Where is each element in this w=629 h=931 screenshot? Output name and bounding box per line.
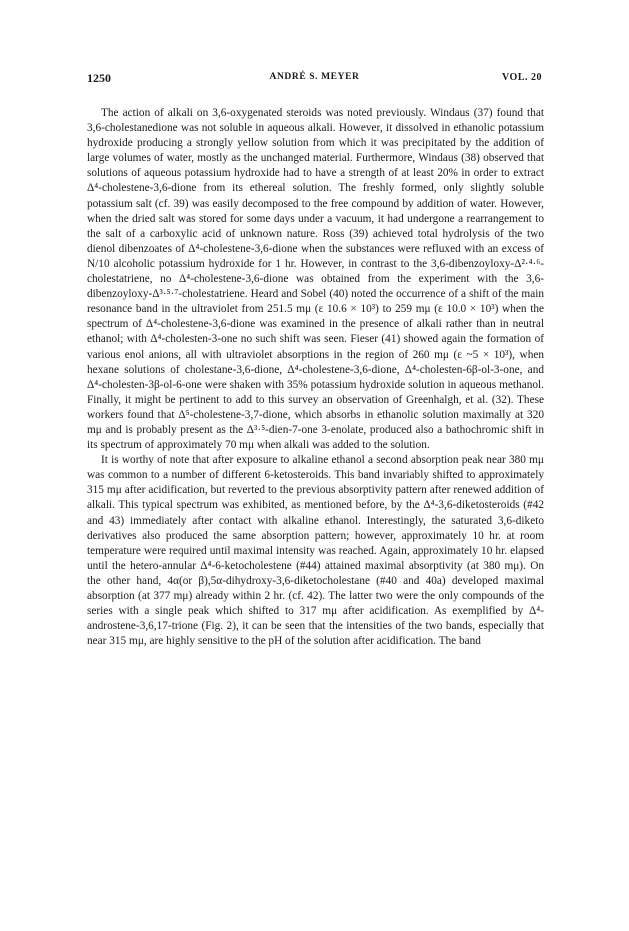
volume-label: VOL. 20 — [502, 72, 542, 83]
paragraph-1: The action of alkali on 3,6-oxygenated steroids was noted previously. Windaus (37) found that 3,6-cholestanedione was not soluble in aqueous alkali. However, it dissolved in ethanolic potassium hydroxide producing a strongly yellow solution from which it was precipitated by the addition of large volumes of water, mostly as the unchanged material. Furthermore, Windaus (38) observed that solutions of aqueous potassium hydroxide had to have a strength of at least 20% in order to extract Δ⁴-cholestene-3,6-dione from its ethereal solution. The freshly formed, only slightly soluble potassium salt (cf. 39) was easily decomposed to the free compound by addition of water. However, when the dried salt was stored for some days under a vacuum, it had undergone a rearrangement to the salt of a carboxylic acid of unknown nature. Ross (39) achieved total hydrolysis of the two dienol dibenzoates of Δ⁴-cholestene-3,6-dione when the substances were refluxed with an excess of N/10 alcoholic potassium hydroxide for 1 hr. However, in contrast to the 3,6-dibenzoyloxy-Δ²·⁴·⁶-cholestatriene, no Δ⁴-cholestene-3,6-dione was obtained from the experiment with the 3,6-dibenzoyloxy-Δ³·⁵·⁷-cholestatriene. Heard and Sobel (40) noted the occurrence of a shift of the main resonance band in the ultraviolet from 251.5 mμ (ε 10.6 × 10³) to 259 mμ (ε 10.0 × 10³) when the spectrum of Δ⁴-cholestene-3,6-dione was examined in the presence of alkali rather than in neutral ethanol; with Δ⁴-cholesten-3-one no such shift was seen. Fieser (41) showed again the formation of various enol anions, all with ultraviolet absorptions in the region of 260 mμ (ε ~5 × 10³), when hexane solutions of cholestane-3,6-dione, Δ⁴-cholestene-3,6-dione, Δ⁴-cholesten-6β-ol-3-one, and Δ⁴-cholesten-3β-ol-6-one were shaken with 35% potassium hydroxide solution in aqueous methanol. Finally, it might be pertinent to add to this survey an observation of Greenhalgh, et al. (32). These workers found that Δ⁵-cholestene-3,7-dione, which absorbs in ethanolic solution maximally at 320 mμ and is probably present as the Δ³·⁵-dien-7-one 3-enolate, produced also a bathochromic shift in its spectrum of approximately 70 mμ when alkali was added to the solution. — [87, 107, 544, 452]
running-header — [87, 71, 542, 87]
page-number: 1250 — [87, 71, 111, 85]
body-text — [87, 106, 544, 649]
running-author: ANDRÉ S. MEYER — [269, 72, 360, 82]
paragraph-2: It is worthy of note that after exposure to alkaline ethanol a second absorption peak near 380 mμ was common to a number of different 6-ketosteroids. This band invariably shifted to approximately 315 mμ after acidification, but reverted to the previous absorptivity pattern after renewed addition of alkali. This typical spectrum was exhibited, as mentioned before, by the Δ⁴-3,6-diketosteroids (#42 and 43) immediately after contact with alkaline ethanol. Interestingly, the saturated 3,6-diketo derivatives also produced the same absorption pattern; however, approximately 10 hr. at room temperature were required until maximal intensity was reached. Again, approximately 10 hr. elapsed until the hetero-annular Δ⁴-6-ketocholestene (#44) attained maximal absorptivity (at 380 mμ). On the other hand, 4α(or β),5α-dihydroxy-3,6-diketocholestane (#40 and 40a) developed maximal absorption (at 377 mμ) already within 2 hr. (cf. 42). The latter two were the only compounds of the series with a single peak which shifted to 317 mμ after acidification. As exemplified by Δ⁴-androstene-3,6,17-trione (Fig. 2), it can be seen that the intensities of the two bands, especially that near 315 mμ, are highly sensitive to the pH of the solution after acidification. The band — [87, 454, 544, 648]
